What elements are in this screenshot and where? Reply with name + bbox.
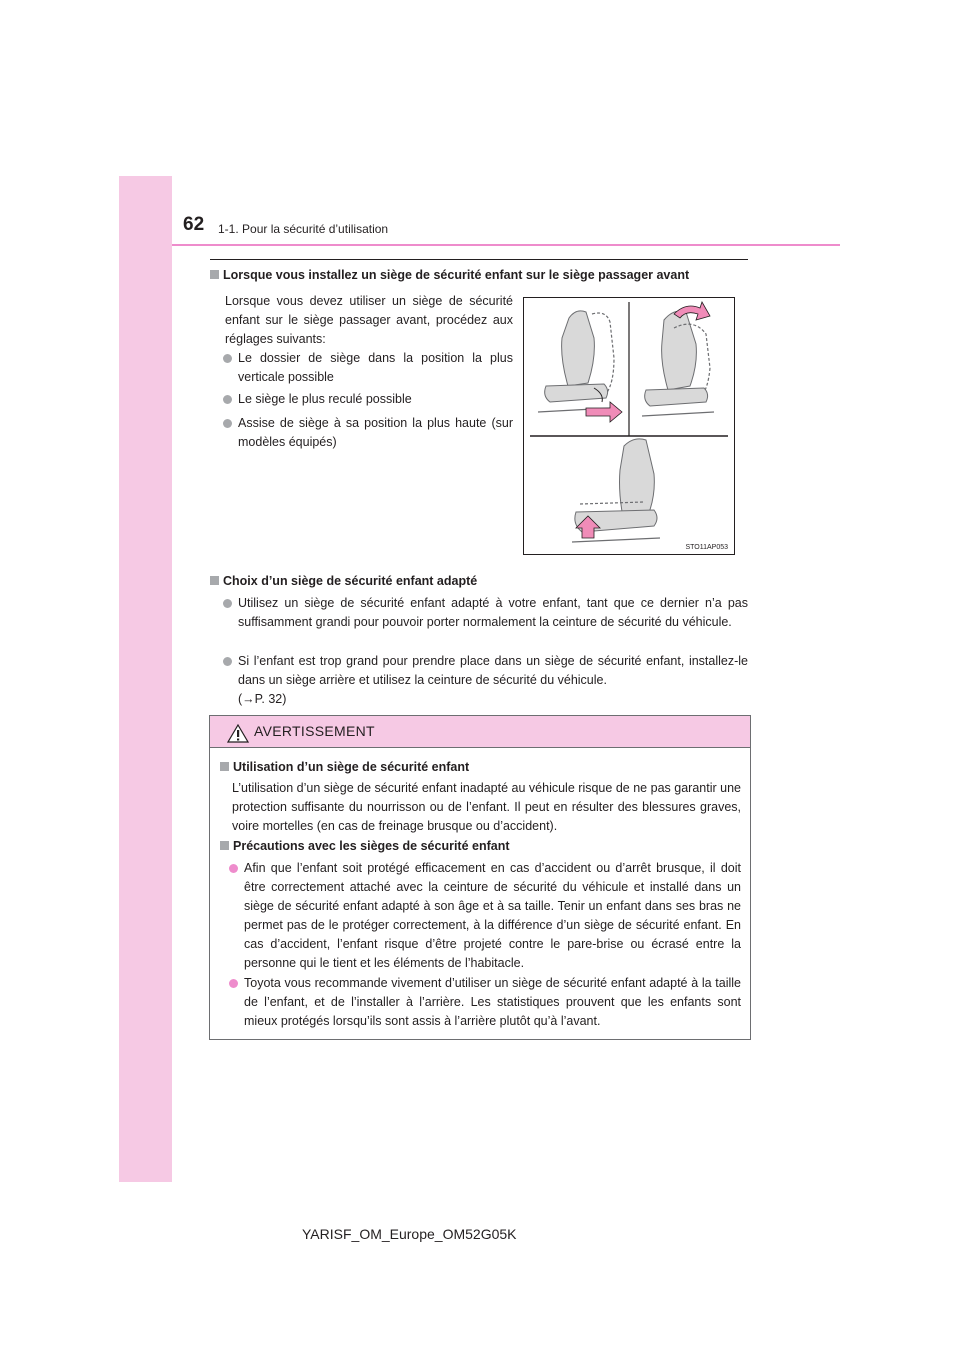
section1-bullet-1 xyxy=(238,349,513,387)
section1-bullet-3 xyxy=(238,414,513,452)
section2-heading xyxy=(210,574,477,588)
bullet-text: Toyota vous recommande vivement d’utiliser un siège de sécurité enfant adapté à la taille de l’enfant, et de l’installer à l’arrière. Les statistiques prouvent que les enfants sont mieux protégés lorsqu’ils sont assis à l’arrière plutôt qu’à l’avant. xyxy=(244,976,741,1028)
section2-bullet-2 xyxy=(238,652,748,709)
section2-heading-text: Choix d’un siège de sécurité enfant adapté xyxy=(223,574,478,588)
bullet-text: Afin que l’enfant soit protégé efficacement en cas d’accident ou d’arrêt brusque, il doit être correctement attaché avec la ceinture de sécurité du véhicule et installé dans un siège de sécurité enfant adapté à son âge et à sa taille. Tenir un enfant dans ses bras ne permet pas de le protéger correctement, à la différence d’un siège de sécurité enfant. En cas d’accident, l’enfant risque d’être projeté contre le pare-brise ou écrasé entre la personne qui le tient et les éléments de l’habitacle. xyxy=(244,861,741,970)
square-bullet-icon xyxy=(210,576,219,585)
section2-bullet-1 xyxy=(238,594,748,632)
warning-sub2-bullet-1 xyxy=(244,859,741,973)
bullet-text: Assise de siège à sa position la plus haute (sur modèles équipés) xyxy=(238,416,513,449)
square-bullet-icon xyxy=(210,270,219,279)
document-id-footer: YARISF_OM_Europe_OM52G05K xyxy=(302,1226,517,1242)
bullet-dot-icon xyxy=(229,979,238,988)
warning-sub2-bullet-2 xyxy=(244,974,741,1031)
bullet-dot-icon xyxy=(223,419,232,428)
seat-adjustment-figure xyxy=(523,297,735,555)
warning-sub2-heading-text: Précautions avec les sièges de sécurité enfant xyxy=(233,839,510,853)
section1-bullet-2 xyxy=(238,390,513,409)
warning-sub1-heading-text: Utilisation d’un siège de sécurité enfant xyxy=(233,760,470,774)
figure-code: STO11AP053 xyxy=(685,544,728,551)
warning-sub1-text: L’utilisation d’un siège de sécurité enfant inadapté au véhicule risque de ne pas garantir une protection suffisante du nourrisson ou de l’enfant. Il peut en résulter des blessures graves, voire mortelles (en cas de freinage brusque ou d’accident). xyxy=(232,781,741,833)
bullet-dot-icon xyxy=(229,864,238,873)
bullet-dot-icon xyxy=(223,395,232,404)
warning-triangle-icon xyxy=(227,724,249,743)
page-reference: (→P. 32) xyxy=(238,692,287,706)
seat-illustration xyxy=(524,298,734,554)
running-head: 1-1. Pour la sécurité d’utilisation xyxy=(218,222,389,236)
header-rule xyxy=(172,244,840,246)
bullet-dot-icon xyxy=(223,657,232,666)
bullet-text: Si l’enfant est trop grand pour prendre place dans un siège de sécurité enfant, installez-le dans un siège arrière et utilisez la ceinture de sécurité du véhicule. xyxy=(238,654,748,687)
warning-header xyxy=(210,716,750,748)
page-sidebar-tab xyxy=(119,176,172,1182)
square-bullet-icon xyxy=(220,841,229,850)
seat-move-back-illustration xyxy=(642,302,714,416)
warning-box xyxy=(209,715,751,1040)
seat-backrest-upright-illustration xyxy=(538,311,622,422)
section-rule xyxy=(210,259,748,260)
section1-heading-text: Lorsque vous installez un siège de sécurité enfant sur le siège passager avant xyxy=(223,268,690,282)
bullet-text: Utilisez un siège de sécurité enfant adapté à votre enfant, tant que ce dernier n’a pas suffisamment grandi pour pouvoir porter normalement la ceinture de sécurité du véhicule. xyxy=(238,596,748,629)
bullet-text: Le dossier de siège dans la position la plus verticale possible xyxy=(238,351,513,384)
square-bullet-icon xyxy=(220,762,229,771)
bullet-dot-icon xyxy=(223,354,232,363)
warning-title: AVERTISSEMENT xyxy=(254,723,375,739)
bullet-dot-icon xyxy=(223,599,232,608)
warning-sub2-heading xyxy=(220,839,510,853)
section1-intro: Lorsque vous devez utiliser un siège de sécurité enfant sur le siège passager avant, procédez aux réglages suivants: xyxy=(225,294,513,346)
warning-sub1-heading xyxy=(220,760,469,774)
seat-cushion-raise-illustration xyxy=(572,439,660,542)
page-number: 62 xyxy=(183,214,205,235)
section1-heading xyxy=(210,268,689,282)
bullet-text: Le siège le plus reculé possible xyxy=(238,392,412,406)
